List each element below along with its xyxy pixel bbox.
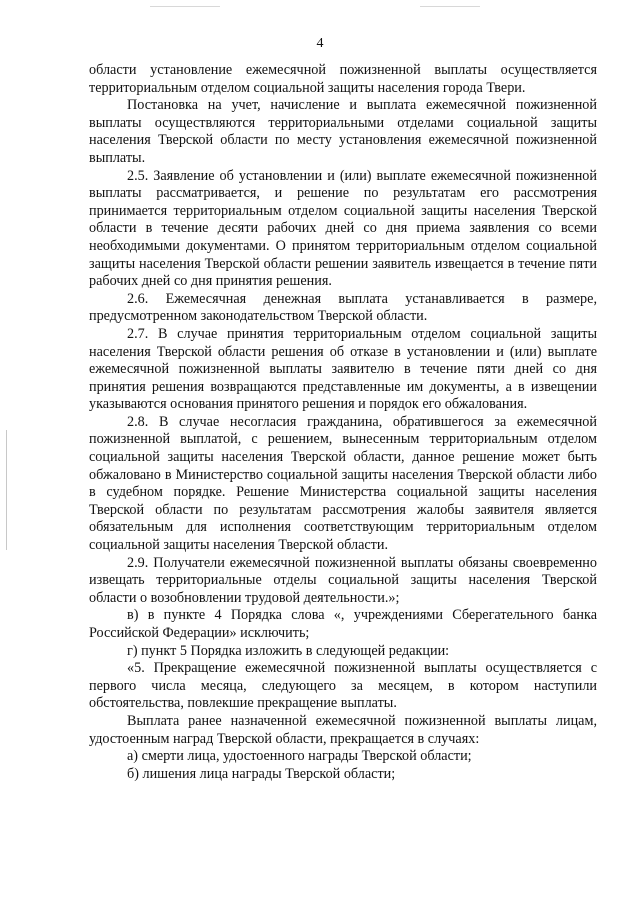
paragraph-5: «5. Прекращение ежемесячной пожизненной выплаты осуществляется с первого числа месяца, следующего за месяцем, в котором наступили обстоятельства, повлекшие прекращение выплаты. [89, 660, 597, 712]
paragraph: Постановка на учет, начисление и выплата ежемесячной пожизненной выплаты осуществляются территориальными отделами социальной защиты населения Тверской области по месту установления ежемесячной пожизненной выплаты. [89, 97, 597, 166]
page-number: 4 [316, 36, 324, 51]
list-item-b: б) лишения лица награды Тверской области; [127, 765, 396, 782]
scan-edge-mark [420, 6, 480, 7]
list-item-a: а) смерти лица, удостоенного награды Тверской области; [127, 748, 472, 765]
scan-edge-mark [150, 6, 220, 7]
paragraph-2-7: 2.7. В случае принятия территориальным отделом социальной защиты населения Тверской области решения об отказе в установлении и (или) выплате ежемесячной пожизненной выплаты заявителю в течение пяти дней со дня принятия решения возвращаются представленные им документы, а в извещении указываются основания принятого решения и порядок его обжалования. [89, 325, 597, 413]
scan-edge-mark [6, 430, 7, 550]
paragraph-2-6: 2.6. Ежемесячная денежная выплата устанавливается в размере, предусмотренном законодательством Тверской области. [89, 290, 597, 325]
paragraph: области установление ежемесячной пожизненной выплаты осуществляется территориальным отделом социальной защиты населения города Твери. [89, 62, 597, 96]
paragraph-2-9: 2.9. Получатели ежемесячной пожизненной выплаты обязаны своевременно извещать территориальные отделы социальной защиты населения Тверской области о возобновлении трудовой деятельности.»; [89, 554, 597, 606]
paragraph: Выплата ранее назначенной ежемесячной пожизненной выплаты лицам, удостоенным наград Тверской области, прекращается в случаях: [89, 712, 597, 747]
subitem-v: в) в пункте 4 Порядка слова «, учреждениями Сберегательного банка Российской Федерации» исключить; [89, 607, 597, 641]
document-body [89, 62, 597, 783]
paragraph-2-8: 2.8. В случае несогласия гражданина, обратившегося за ежемесячной пожизненной выплатой, с решением, вынесенным территориальным отделом социальной защиты населения Тверской области, данное решение может быть обжаловано в Министерство социальной защиты населения Тверской области либо в судебном порядке. Решение Министерства социальной защиты населения Тверской области по результатам рассмотрения жалобы заявителя является обязательным для исполнения соответствующим территориальным отделом социальной защиты населения Тверской области. [89, 413, 597, 554]
paragraph-2-5: 2.5. Заявление об установлении и (или) выплате ежемесячной пожизненной выплаты рассматривается, и решение по результатам его рассмотрения принимается территориальным отделом социальной защиты населения Тверской области в течение десяти рабочих дней со дня приема заявления со всеми необходимыми документами. О принятом территориальным отделом социальной защиты населения Тверской области решении заявитель извещается в течение пяти рабочих дней со дня принятия решения. [89, 167, 597, 290]
subitem-g: г) пункт 5 Порядка изложить в следующей редакции: [127, 642, 450, 659]
